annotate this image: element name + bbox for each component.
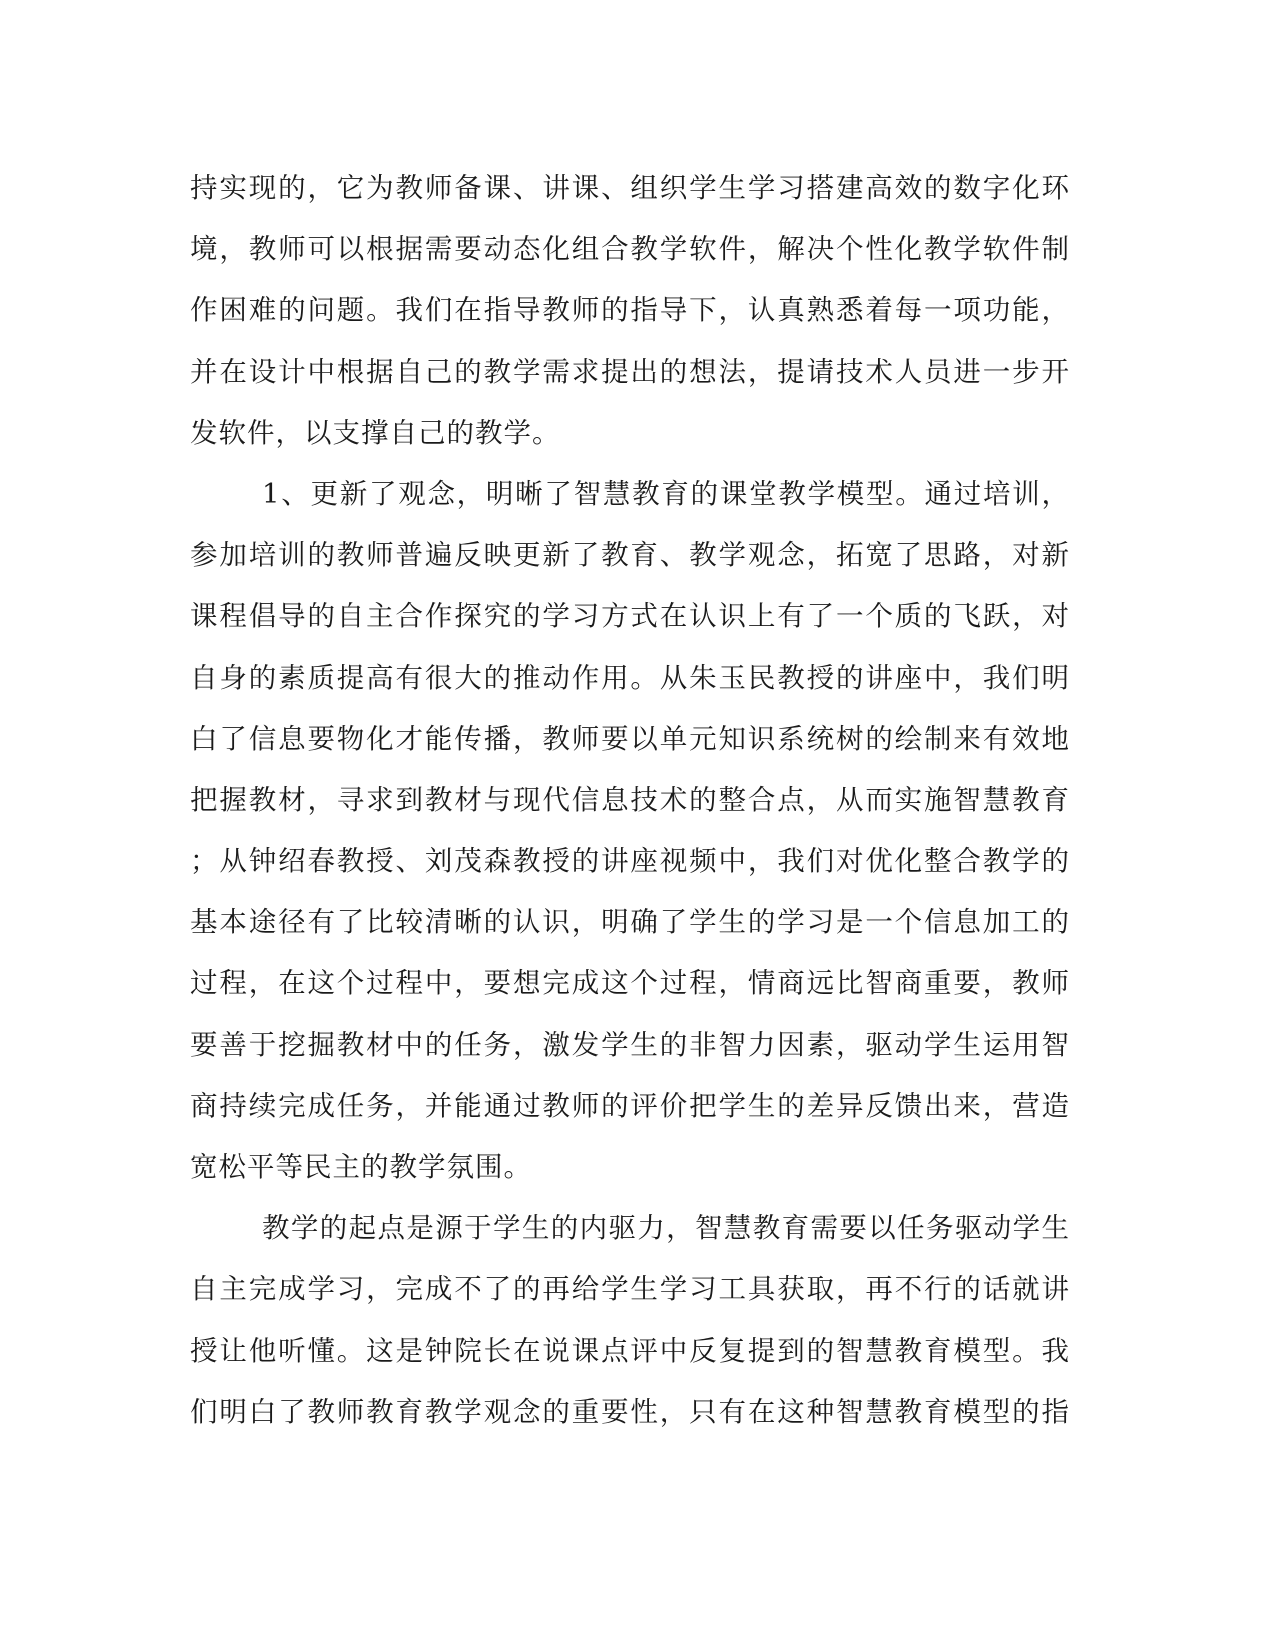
text-line: 基本途径有了比较清晰的认识，明确了学生的学习是一个信息加工的 (190, 906, 1070, 939)
text-line: 要善于挖掘教材中的任务，激发学生的非智力因素，驱动学生运用智 (190, 1028, 1070, 1061)
text-line: 过程，在这个过程中，要想完成这个过程，情商远比智商重要，教师 (190, 967, 1070, 1000)
text-line: 教学的起点是源于学生的内驱力，智慧教育需要以任务驱动学生 (262, 1212, 1070, 1245)
text-line: 授让他听懂。这是钟院长在说课点评中反复提到的智慧教育模型。我 (190, 1334, 1070, 1367)
paragraph-2 (190, 464, 1070, 1198)
text-line: 课程倡导的自主合作探究的学习方式在认识上有了一个质的飞跃，对 (190, 600, 1070, 633)
paragraph-1 (190, 158, 1070, 464)
text-line: 自身的素质提高有很大的推动作用。从朱玉民教授的讲座中，我们明 (190, 661, 1070, 694)
text-line: 白了信息要物化才能传播，教师要以单元知识系统树的绘制来有效地 (190, 722, 1070, 755)
text-line: 持实现的，它为教师备课、讲课、组织学生学习搭建高效的数字化环 (190, 172, 1070, 204)
text-line: 并在设计中根据自己的教学需求提出的想法，提请技术人员进一步开 (190, 355, 1070, 388)
paragraph-3 (190, 1198, 1070, 1443)
text-line: 发软件，以支撑自己的教学。 (190, 416, 561, 449)
text-line: 商持续完成任务，并能通过教师的评价把学生的差异反馈出来，营造 (190, 1089, 1070, 1122)
text-line: 境，教师可以根据需要动态化组合教学软件，解决个性化教学软件制 (190, 233, 1070, 266)
text-line: 1、更新了观念，明晰了智慧教育的课堂教学模型。通过培训， (262, 477, 1070, 510)
text-line: 作困难的问题。我们在指导教师的指导下，认真熟悉着每一项功能， (190, 294, 1070, 327)
body-text (190, 158, 1070, 1443)
text-line: 把握教材，寻求到教材与现代信息技术的整合点，从而实施智慧教育 (190, 783, 1070, 816)
text-line: 自主完成学习，完成不了的再给学生学习工具获取，再不行的话就讲 (190, 1273, 1070, 1306)
text-line: ；从钟绍春教授、刘茂森教授的讲座视频中，我们对优化整合教学的 (190, 845, 1070, 878)
text-line: 宽松平等民主的教学氛围。 (190, 1151, 532, 1183)
text-line: 们明白了教师教育教学观念的重要性，只有在这种智慧教育模型的指 (190, 1395, 1070, 1428)
text-line: 参加培训的教师普遍反映更新了教育、教学观念，拓宽了思路，对新 (190, 539, 1070, 572)
